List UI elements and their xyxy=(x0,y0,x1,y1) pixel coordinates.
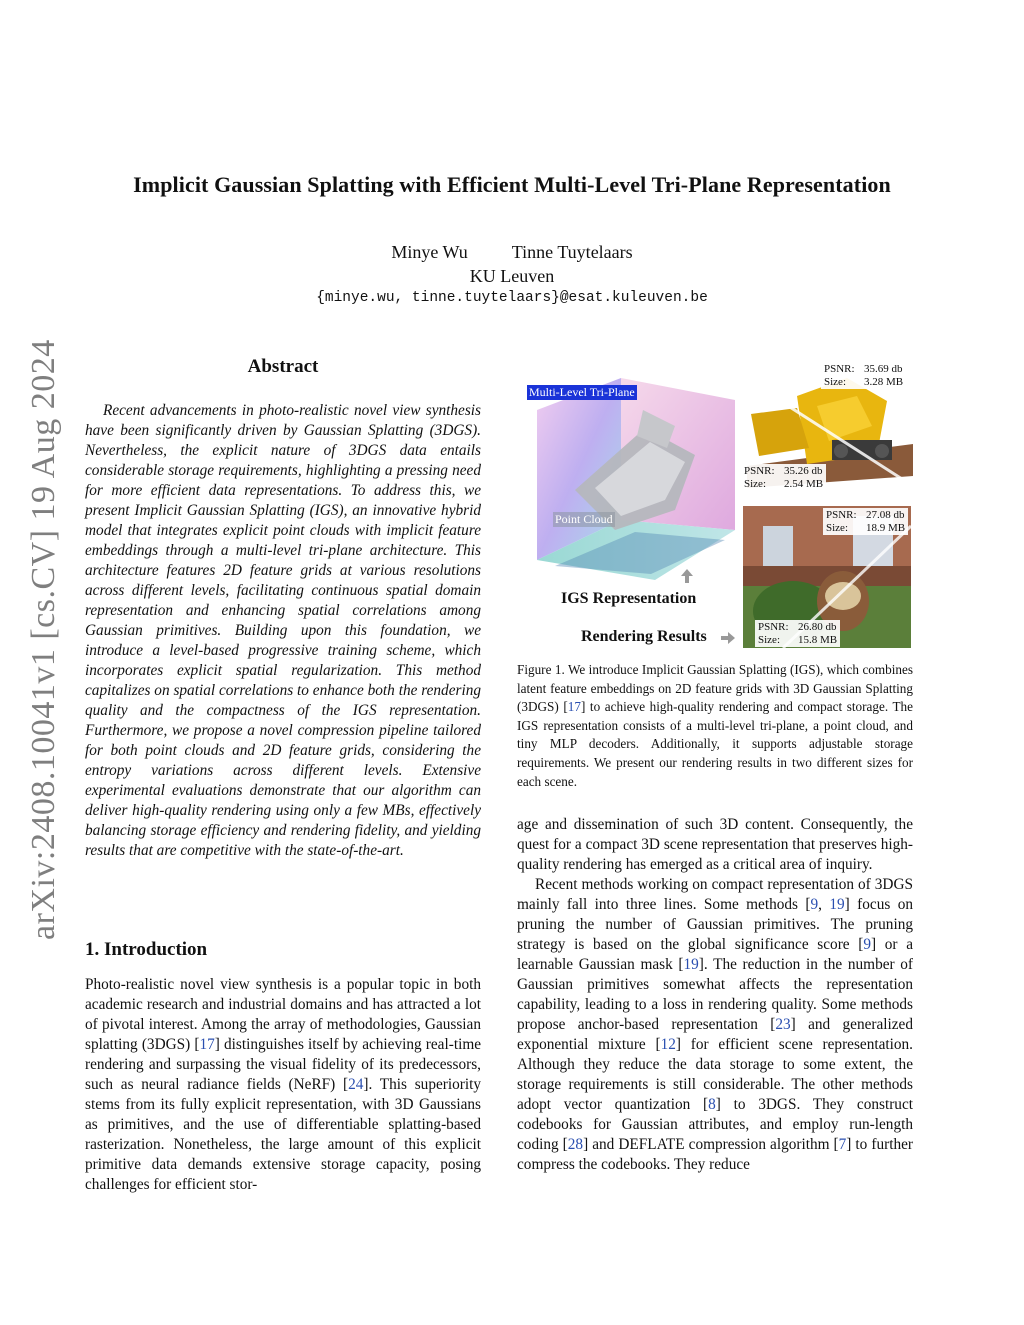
affiliation: KU Leuven xyxy=(469,266,555,286)
section-heading: 1. Introduction xyxy=(85,939,208,960)
figure-1 xyxy=(517,356,913,656)
psnr-value: 26.80 db xyxy=(798,621,837,633)
text-run: ]. This superiority stems from its fully explicit representation, with 3D Gaussians as primitives, and the use of differentiable splatting-based rasterization. Nonetheless, the large amount of this explicit primitive data demands extensive storage capacity, posing challenges for efficient stor- xyxy=(85,1076,481,1193)
body-paragraph: age and dissemination of such 3D content. Consequently, the quest for a compact 3D scene representation that preserves high-quality rendering has emerged as a critical area of inquiry. xyxy=(517,816,913,873)
text-run: Photo-realistic novel view synthesis is a popular topic in both academic research and industrial domains and has attracted a lot of pivotal interest. Among the array of methodologies, Gaussian splatting (3DGS) [ xyxy=(85,976,481,1053)
figure-caption xyxy=(517,661,913,791)
author-email: {minye.wu, tinne.tuytelaars}@esat.kuleuven.be xyxy=(316,290,708,306)
text-run: ] for efficient scene representation. Although they reduce the data storage to some extent, the storage requirements is still considerable. The other methods adopt vector quantization [ xyxy=(517,1036,913,1113)
metric-box: PSNR: 35.26 db Size: 2.54 MB xyxy=(741,464,826,491)
arxiv-identifier: arXiv:2408.10041v1 [cs.CV] 19 Aug 2024 xyxy=(25,339,62,940)
right-arrow-icon xyxy=(721,632,735,644)
citation-link[interactable]: 23 xyxy=(775,1016,791,1033)
psnr-value: 35.26 db xyxy=(784,465,823,477)
up-arrow-icon xyxy=(681,569,693,583)
size-value: 3.28 MB xyxy=(864,375,904,388)
text-run: ] to further compress the codebooks. They reduce xyxy=(517,1136,913,1173)
citation-link[interactable]: 28 xyxy=(567,1136,584,1153)
author-block xyxy=(0,240,1024,288)
igs-representation-label: IGS Representation xyxy=(561,590,697,607)
text-run: ] focus on pruning the number of Gaussian primitives. The pruning strategy is based on the global significance score [ xyxy=(517,896,913,953)
text-run: , xyxy=(818,896,830,913)
citation-link[interactable]: 24 xyxy=(348,1076,364,1093)
size-value: 15.8 MB xyxy=(798,633,838,646)
psnr-value: 35.69 db xyxy=(864,363,903,375)
citation-link[interactable]: 9 xyxy=(863,936,872,953)
citation-link[interactable]: 17 xyxy=(567,699,581,715)
intro-paragraph xyxy=(85,975,481,1195)
metric-box: PSNR: 26.80 db Size: 15.8 MB xyxy=(755,620,840,647)
author-name: Tinne Tuytelaars xyxy=(511,242,633,262)
text-run: ] to 3DGS. They construct codebooks for Gaussian attributes, and employ run-length coding [ xyxy=(517,1096,913,1153)
body-paragraph xyxy=(517,875,913,1175)
size-value: 2.54 MB xyxy=(784,477,824,490)
text-run: Recent methods working on compact representation of 3DGS mainly fall into three lines. Some methods [ xyxy=(517,876,913,913)
text-run: ]. The reduction in the number of Gaussian primitives somewhat affects the representation capability, leading to a loss in rendering quality. Some methods propose anchor-based representation [ xyxy=(517,956,913,1033)
tri-plane-illustration xyxy=(525,370,753,590)
intro-body xyxy=(85,975,481,1195)
text-run: ] to achieve high-quality rendering and compact storage. The IGS representation consists of a multi-level tri-plane, a point cloud, and tiny MLP decoders. Additionally, it supports adjustable storage requirements. We present our rendering results in two different sizes for each scene. xyxy=(517,699,913,789)
citation-link[interactable]: 9 xyxy=(810,896,819,913)
right-column-body xyxy=(517,815,913,1175)
paper-title: Implicit Gaussian Splatting with Efficient Multi-Level Tri-Plane Representation xyxy=(133,172,891,197)
abstract-heading: Abstract xyxy=(247,356,319,377)
size-value: 18.9 MB xyxy=(866,521,906,534)
citation-link[interactable]: 19 xyxy=(683,956,699,973)
psnr-value: 27.08 db xyxy=(866,509,905,521)
metric-box: PSNR: 35.69 db Size: 3.28 MB xyxy=(821,362,906,389)
point-cloud-tag: Point Cloud xyxy=(555,512,613,526)
citation-link[interactable]: 17 xyxy=(199,1036,215,1053)
text-run: ] or a learnable Gaussian mask [ xyxy=(517,936,913,973)
text-run: ] and generalized exponential mixture [ xyxy=(517,1016,913,1053)
metric-box: PSNR: 27.08 db Size: 18.9 MB xyxy=(823,508,908,535)
citation-link[interactable]: 8 xyxy=(708,1096,716,1113)
citation-link[interactable]: 12 xyxy=(660,1036,676,1053)
multi-level-tri-plane-tag: Multi-Level Tri-Plane xyxy=(529,385,635,399)
abstract-text: Recent advancements in photo-realistic novel view synthesis have been significantly driven by Gaussian Splatting (3DGS). Nevertheless, the explicit nature of 3DGS data entails considerable storage requirements, highlighting a pressing need for more efficient data representations. To address this, we present Implicit Gaussian Splatting (IGS), an innovative hybrid model that integrates explicit point clouds with implicit feature embeddings through a multi-level tri-plane architecture. This architecture features 2D feature grids at various resolutions across different levels, facilitating continuous spatial domain representation and enhancing spatial correlations among Gaussian primitives. Building upon this foundation, we introduce a level-based progressive training scheme, which incorporates explicit spatial regularization. This method capitalizes on spatial correlations to enhance both the rendering quality and the compactness of the IGS representation. Furthermore, we propose a novel compression pipeline tailored for both point clouds and 2D feature grids, considering the entropy variations across different levels. Extensive experimental evaluations demonstrate that our algorithm can deliver high-quality rendering using only a few MBs, effectively balancing storage efficiency and rendering fidelity, and yielding results that are competitive with the state-of-the-art. xyxy=(85,402,481,859)
abstract-body xyxy=(85,401,481,861)
text-run: Figure 1. We introduce Implicit Gaussian Splatting (IGS), which combines latent feature embeddings on 2D feature grids with 3D Gaussian Splatting (3DGS) [ xyxy=(517,662,913,715)
author-name: Minye Wu xyxy=(391,242,468,262)
text-run: ] and DEFLATE compression algorithm [ xyxy=(583,1136,839,1153)
citation-link[interactable]: 7 xyxy=(838,1136,847,1153)
rendering-results-label: Rendering Results xyxy=(581,628,707,645)
text-run: ] distinguishes itself by achieving real-time rendering and surpassing the visual fidelity of its predecessors, such as neural radiance fields (NeRF) [ xyxy=(85,1036,482,1093)
citation-link[interactable]: 19 xyxy=(829,896,845,913)
